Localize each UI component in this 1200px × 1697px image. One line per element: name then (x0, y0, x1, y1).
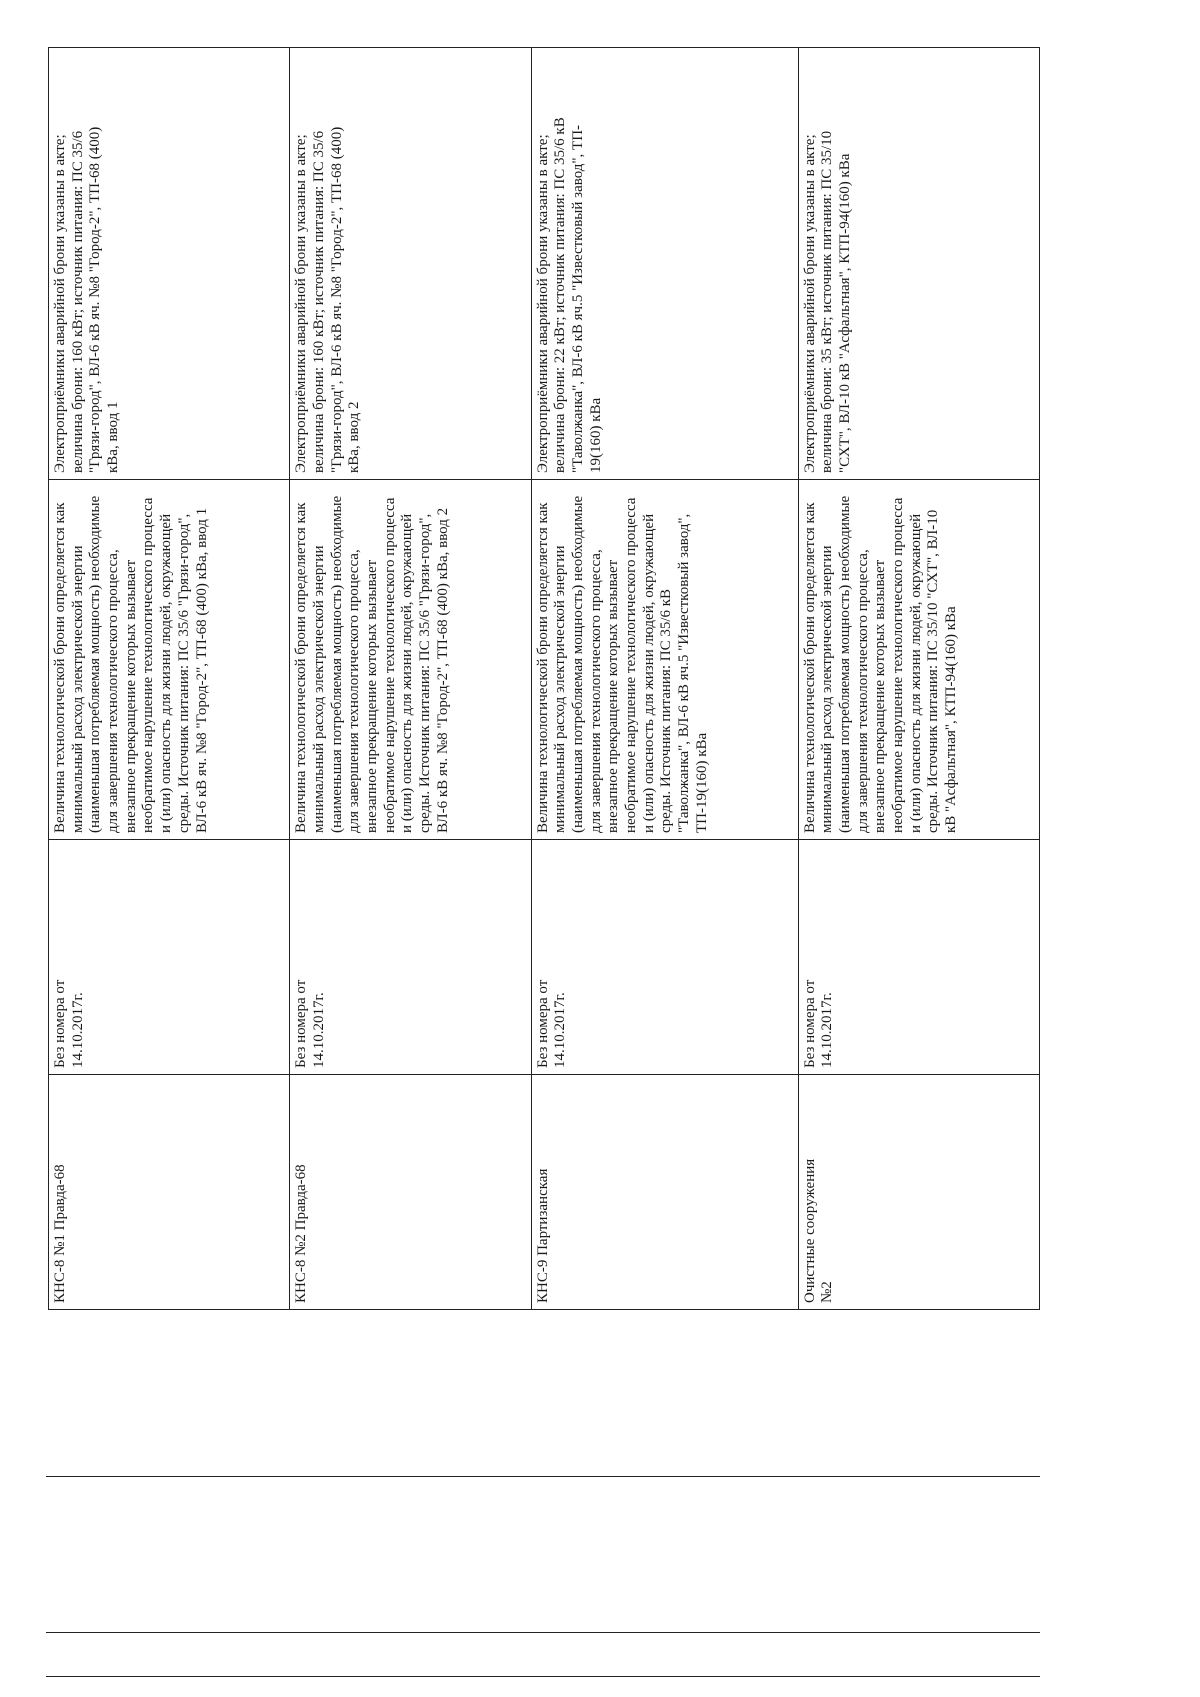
object-name-cell: КНС-8 №2 Правда-68 (290, 1075, 531, 1310)
reservation-table (48, 47, 1040, 1310)
emergency-reservation-cell: Электроприёмники аварийной брони указаны в акте; величина брони: 22 кВт; источник питания: ПС 35/6 кВ "Таволжанка", ВЛ-6 кВ яч.5 "Известковый завод", ТП- 19(160) кВа (531, 48, 798, 480)
act-cell: Без номера от 14.10.2017г. (49, 840, 290, 1075)
emergency-reservation-cell: Электроприёмники аварийной брони указаны в акте; величина брони: 160 кВт; источник питания: ПС 35/6 "Грязи-город", ВЛ-6 кВ яч. №8 "Город-2", ТП-68 (400) кВа, ввод 2 (290, 48, 531, 480)
tech-reservation-cell: Величина технологической брони определяется как минимальный расход электрической энергии (наименьшая потребляемая мощность) необходимые для завершения технологического процесса, внезапное прекращение которых вызывает необратимое нарушение технологического процесса и (или) опасность для жизни людей, окружающей среды. Источник питания: ПС 35/6 "Грязи-город", ВЛ-6 кВ яч. №8 "Город-2", ТП-68 (400) кВа, ввод 2 (290, 480, 531, 840)
table-row (798, 48, 1039, 1310)
act-cell: Без номера от 14.10.2017г. (798, 840, 1039, 1075)
footer-divider-line (46, 1676, 1040, 1677)
object-name-cell: КНС-8 №1 Правда-68 (49, 1075, 290, 1310)
table-row (49, 48, 290, 1310)
footer-divider-line (46, 1632, 1040, 1633)
footer-divider-line (46, 1476, 1040, 1477)
table-row (531, 48, 798, 1310)
tech-reservation-cell: Величина технологической брони определяется как минимальный расход электрической энергии (наименьшая потребляемая мощность) необходимые для завершения технологического процесса, внезапное прекращение которых вызывает необратимое нарушение технологического процесса и (или) опасность для жизни людей, окружающей среды. Источник питания: ПС 35/10 "СХТ", ВЛ-10 кВ "Асфальтная", КТП-94(160) кВа (798, 480, 1039, 840)
tech-reservation-cell: Величина технологической брони определяется как минимальный расход электрической энергии (наименьшая потребляемая мощность) необходимые для завершения технологического процесса, внезапное прекращение которых вызывает необратимое нарушение технологического процесса и (или) опасность для жизни людей, окружающей среды. Источник питания: ПС 35/6 "Грязи-город", ВЛ-6 кВ яч. №8 "Город-2", ТП-68 (400) кВа, ввод 1 (49, 480, 290, 840)
rotated-landscape-content (48, 48, 1040, 1310)
tech-reservation-cell: Величина технологической брони определяется как минимальный расход электрической энергии (наименьшая потребляемая мощность) необходимые для завершения технологического процесса, внезапное прекращение которых вызывает необратимое нарушение технологического процесса и (или) опасность для жизни людей, окружающей среды. Источник питания: ПС 35/6 кВ "Таволжанка", ВЛ-6 кВ яч.5 "Известковый завод", ТП-19(160) кВа (531, 480, 798, 840)
act-cell: Без номера от 14.10.2017г. (531, 840, 798, 1075)
emergency-reservation-cell: Электроприёмники аварийной брони указаны в акте; величина брони: 35 кВт; источник питания: ПС 35/10 "СХТ", ВЛ-10 кВ "Асфальтная", КТП-94(160) кВа (798, 48, 1039, 480)
object-name-cell: Очистные сооружения №2 (798, 1075, 1039, 1310)
emergency-reservation-cell: Электроприёмники аварийной брони указаны в акте; величина брони: 160 кВт; источник питания: ПС 35/6 "Грязи-город", ВЛ-6 кВ яч. №8 "Город-2", ТП-68 (400) кВа, ввод 1 (49, 48, 290, 480)
object-name-cell: КНС-9 Партизанская (531, 1075, 798, 1310)
act-cell: Без номера от 14.10.2017г. (290, 840, 531, 1075)
table-row (290, 48, 531, 1310)
